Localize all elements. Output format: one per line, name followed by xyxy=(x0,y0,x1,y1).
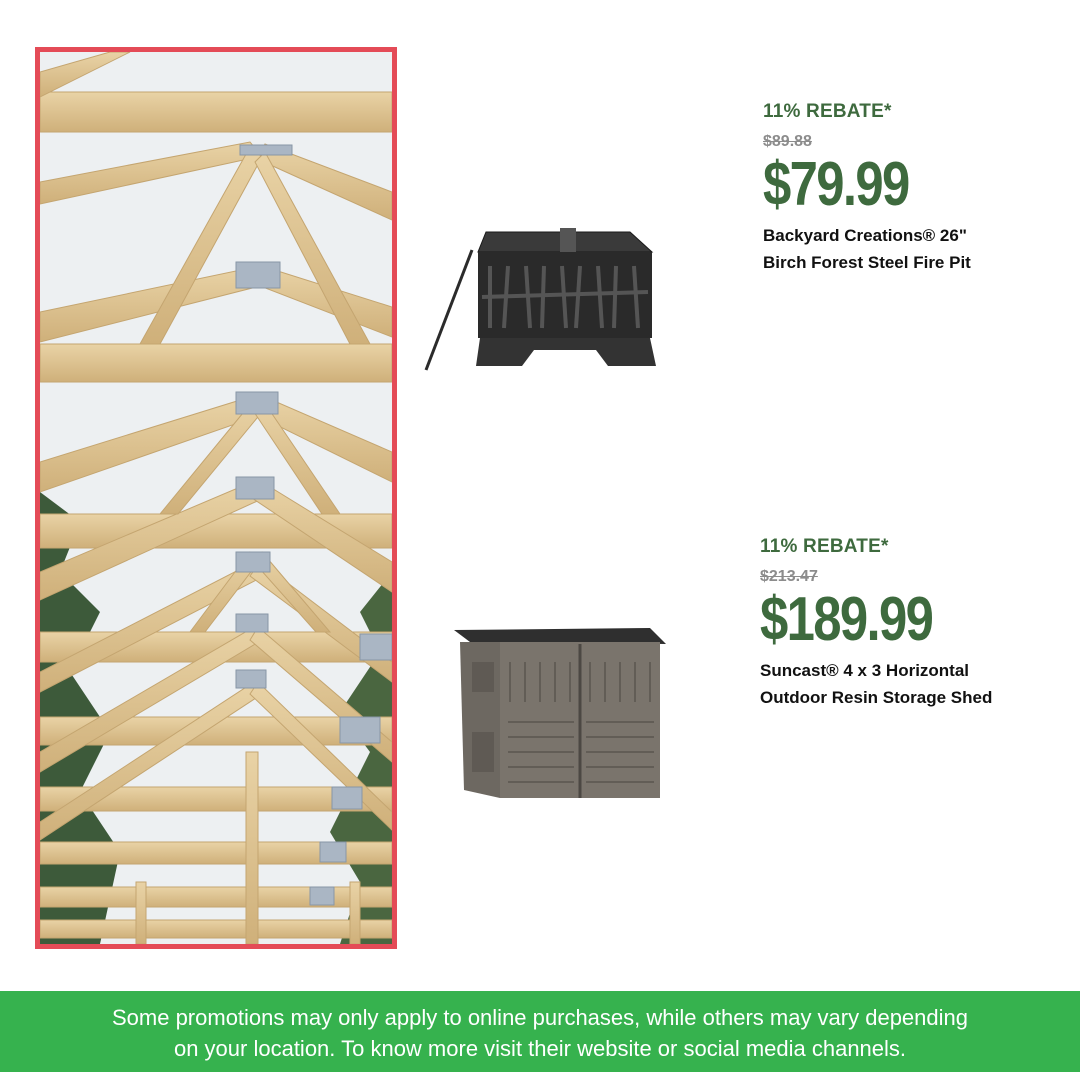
product-name-line1: Backyard Creations® 26" xyxy=(763,226,967,245)
disclaimer-banner xyxy=(0,991,1080,1072)
fire-pit-image xyxy=(420,222,670,372)
product-name-line2: Birch Forest Steel Fire Pit xyxy=(763,253,971,272)
original-price: $89.88 xyxy=(763,133,812,150)
rebate-label: 11% REBATE* xyxy=(763,101,892,122)
product-name-line2: Outdoor Resin Storage Shed xyxy=(760,688,993,707)
product-name-line1: Suncast® 4 x 3 Horizontal xyxy=(760,661,970,680)
wooden-trusses-image xyxy=(40,52,392,944)
product-card-storage-shed[interactable] xyxy=(760,535,992,711)
truss-photo xyxy=(35,47,397,949)
storage-shed-image xyxy=(450,622,672,802)
rebate-label: 11% REBATE* xyxy=(760,536,889,557)
disclaimer-line1: Some promotions may only apply to online purchases, while others may vary depending xyxy=(111,1005,968,1030)
disclaimer-line2: on your location. To know more visit their website or social media channels. xyxy=(173,1036,907,1061)
product-name xyxy=(760,657,992,711)
original-price: $213.47 xyxy=(760,568,818,585)
sale-price: $189.99 xyxy=(760,585,933,654)
product-name xyxy=(763,222,971,276)
product-card-fire-pit[interactable] xyxy=(763,100,971,276)
sale-price: $79.99 xyxy=(763,150,909,219)
